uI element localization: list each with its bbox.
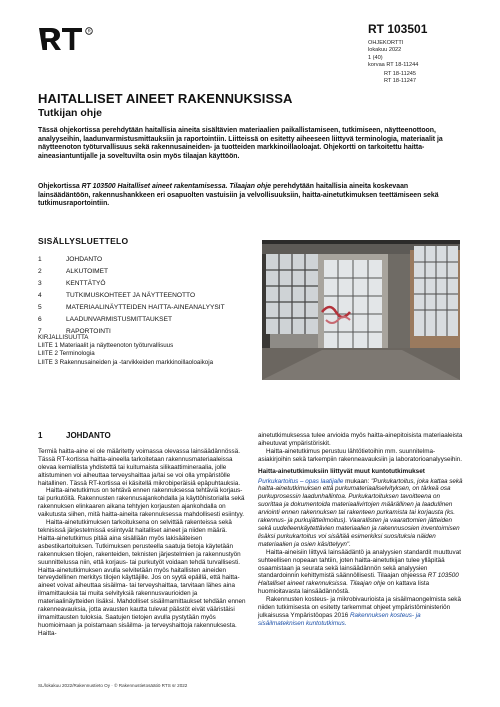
body-column-left	[38, 432, 246, 638]
interior-photo	[262, 240, 460, 380]
body-paragraph: ainetutkimuksessa tulee arvioida myös haitta-ainepitoisista materiaaleista aiheutuvat ympäristöriskit.	[258, 432, 463, 447]
subsection-heading: Haitta-ainetutkimuksiin liittyvät muut kuntotutkimukset	[258, 467, 425, 475]
intro-paragraph: Tässä ohjekortissa perehdytään haitallisia aineita sisältävien materiaalien paikallistamiseen, tutkimiseen, näytteenottoon, analyyseihin, laadunvarmistusmittauksiin ja raportointiin. Liitteissä on esitetty aiheeseen liittyvä terminologia, materiaalit ja näytteenoton työturvallisuus sekä rakennusaineiden- ja tuotteiden markkinoillaoloajat. Ohjekortti on tarkoitettu haitta-aineasiantuntijalle ja soveltuvilta osin myös tilaajan käyttöön.	[38, 127, 443, 160]
table-of-contents	[38, 253, 258, 337]
reference-title: RT 103500 Haitalliset aineet rakentamisessa. Tilaajan ohje	[81, 183, 272, 190]
replaces-item: RT 18-11247	[384, 77, 417, 84]
body-paragraph: Haitta-ainetutkimuksen tarkoituksena on selvittää rakenteissa sekä teknisissä järjestelmissä esiintyvät haitalliset aineet ja niiden määrä. Haitta-ainetutkimus pitää aina sisällään myös lakisääteisen asbestikartoituksen. Tutkimuksen perusteella saatuja tietoja käytetään rakennuksen tilojen, rakenteiden, teknisten järjestelmien ja rakennustyön suunnittelussa niin, että korjaus- tai purkutyöt voidaan tehdä turvallisesti. Haitta-ainetutkimuksen avulla selvitetään myös haitallisten aineiden terveydellinen merkitys tilojen käyttäjille. Jos on syytä epäillä, että haitta-aineet voivat aiheuttaa sisäilma- tai terveyshaittaa, tarvitaan lähes aina ilmamittauksia tai muita selvityksiä rakennusvaurioiden ja materiaalinäytteiden lisäksi. Mahdolliset sisäilmamittaukset tehdään ennen rakenneavauksia, jotta avausten kautta tulevat päästöt eivät vääristäisi ilmamittausten tuloksia. Saatujen tietojen avulla pystytään myös huomioimaan ja poistamaan sisäilma- ja terveyshaittoja rakennuksesta. Haitta-	[38, 519, 246, 637]
page-title: HAITALLISET AINEET RAKENNUKSISSA	[38, 91, 293, 106]
body-paragraph: Termiä haitta-aine ei ole määritetty voimassa olevassa lainsäädännössä. Tässä RT-kortissa haitta-aineella tarkoitetaan rakennusmateriaaleissa olevaa kemiallista yhdistettä tai kuitumaista silikaattimineraalia, jolle altistuminen voi aiheuttaa terveyshaittaa ja/tai se voi olla ympäristölle haitallinen. Tässä RT-kortissa ei käsitellä mikrobiperäisiä epäpuhtauksia.	[38, 447, 241, 487]
meta-replaces: korvaa RT 18-11244	[368, 62, 419, 69]
toc-appendix[interactable]: LIITE 2 Terminologia	[38, 350, 95, 358]
reference-link[interactable]: Purkukartoitus – opas laatijalle	[258, 477, 344, 485]
svg-text:R: R	[87, 28, 91, 34]
toc-appendix[interactable]: LIITE 3 Rakennusaineiden ja -tarvikkeiden markkinoillaoloaikoja	[38, 358, 214, 366]
toc-item[interactable]: 4 TUTKIMUSKOHTEET JA NÄYTTEENOTTO	[38, 291, 196, 299]
toc-item[interactable]: 2 ALKUTOIMET	[38, 267, 109, 275]
meta-type: OHJEKORTTI	[368, 40, 404, 46]
intro-paragraph-2: Ohjekortissa RT 103500 Haitalliset aineet rakentamisessa. Tilaajan ohje perehdytään haitallisia aineita koskevaan lainsäädäntöön, rakennushankkeen eri osapuolten vastuisiin ja velvollisuuksiin, haitta-ainetutkimuksen teettämiseen sekä tutkimusraportointiin.	[38, 183, 439, 208]
toc-appendix[interactable]: KIRJALLISUUTTA	[38, 334, 89, 341]
quote-paragraph: Purkukartoitus – opas laatijalle mukaan: "Purkukartoitus, joka kattaa sekä haitta-ainetutkimuksen että purkumateriaaliselvityksen, on tärkeä osa purkuprosessin laadunhallintoa. Purkukartoituksen tavoitteena on suorittaa ja dokumentoida materiaalivirtojen määrällinen ja laadullinen arviointi ennen rakennuksen tai rakenteen purkamista tai korjausta (ks. rakennus- ja purkujätteilmoitus). Vaarallisten ja vaarattomien jätteiden sekä uudelleenkäytettävien materiaalien ja rakennusosien inventoimisen lisäksi purkukartoitus voi sisältää esimerkiksi suosituksia näiden materiaalien ja osien käsittelyyn".	[258, 477, 463, 548]
toc-appendices	[38, 334, 213, 367]
toc-appendix[interactable]: LIITE 1 Materiaalit ja näytteenoton työturvallisuus	[38, 342, 174, 350]
section-heading: 1 JOHDANTO	[38, 431, 111, 440]
toc-item[interactable]: 1 JOHDANTO	[38, 255, 103, 263]
reference-link[interactable]: Rakennuksen kosteus- ja sisäilmateknisen kuntotutkimus.	[258, 611, 421, 627]
toc-item[interactable]: 7 RAPORTOINTI	[38, 327, 111, 335]
body-column-right	[258, 432, 464, 628]
toc-item[interactable]: 3 KENTTÄTYÖ	[38, 279, 106, 287]
body-paragraph: Rakennusten kosteus- ja mikrobivaurioista ja sisäilmaongelmista sekä niiden tutkimisesta on esitetty tarkemmat ohjeet ympäristöministeriön julkaisussa Ympäristöopas 2016 Rakennuksen kosteus- ja sisäilmateknisen kuntotutkimus.	[258, 596, 461, 627]
document-number: RT 103501	[368, 22, 428, 36]
body-paragraph: Haitta-ainetutkimus on tehtävä ennen rakennuksessa tehtäviä korjaus- tai purkutöitä. Rakennusten rakennusajankohdalla ja käyttöhistorialla sekä rakennuksen elinkaaren aikana tehtyjen korjausten ajankohdalla on vaikutusta siihen, mitä haitta-aineita rakennuksessa mahdollisesti esiintyy.	[38, 487, 245, 519]
page-footer: SL/lokakuu 2022/Rakennustieto Oy · © Rakennustietosäätiö RTS sr 2022	[38, 683, 188, 688]
document-meta	[368, 40, 418, 70]
toc-item[interactable]: 5 MATERIAALINÄYTTEIDEN HAITTA-AINEANALYYSIT	[38, 303, 225, 311]
meta-pages: 1 (40)	[368, 54, 383, 61]
toc-item[interactable]: 6 LAADUNVARMISTUSMITTAUKSET	[38, 315, 172, 323]
replaces-item: RT 18-11245	[384, 70, 417, 77]
meta-date: lokakuu 2022	[368, 47, 402, 54]
replaces-list	[368, 71, 416, 86]
body-paragraph: Haitta-ainetutkimus perustuu lähtötietoihin mm. suunnitelma-asiakirjoihin sekä tarkempiin rakenneavauksiin ja laboratorioanalyyseihin.	[258, 447, 463, 463]
body-paragraph: Haitta-aineisiin liittyvä lainsäädäntö ja analyysien standardit muuttuvat suhteellisen nopeaan tahtiin, joten haitta-ainetutkijan tulee ylläpitää osaamistaan ja seurata sekä lainsäädännön sekä analyysien standardoinnin kehittymistä säännöllisesti. Tilaajan ohjeessa RT 103500 Haitalliset aineet rakennuksissa. Tilaajan ohje on kattava lista huomioitavasta lainsäädännöstä.	[258, 548, 461, 596]
rt-logo	[38, 26, 98, 52]
toc-title: SISÄLLYSLUETTELO	[38, 236, 129, 246]
page-subtitle: Tutkijan ohje	[38, 107, 102, 119]
